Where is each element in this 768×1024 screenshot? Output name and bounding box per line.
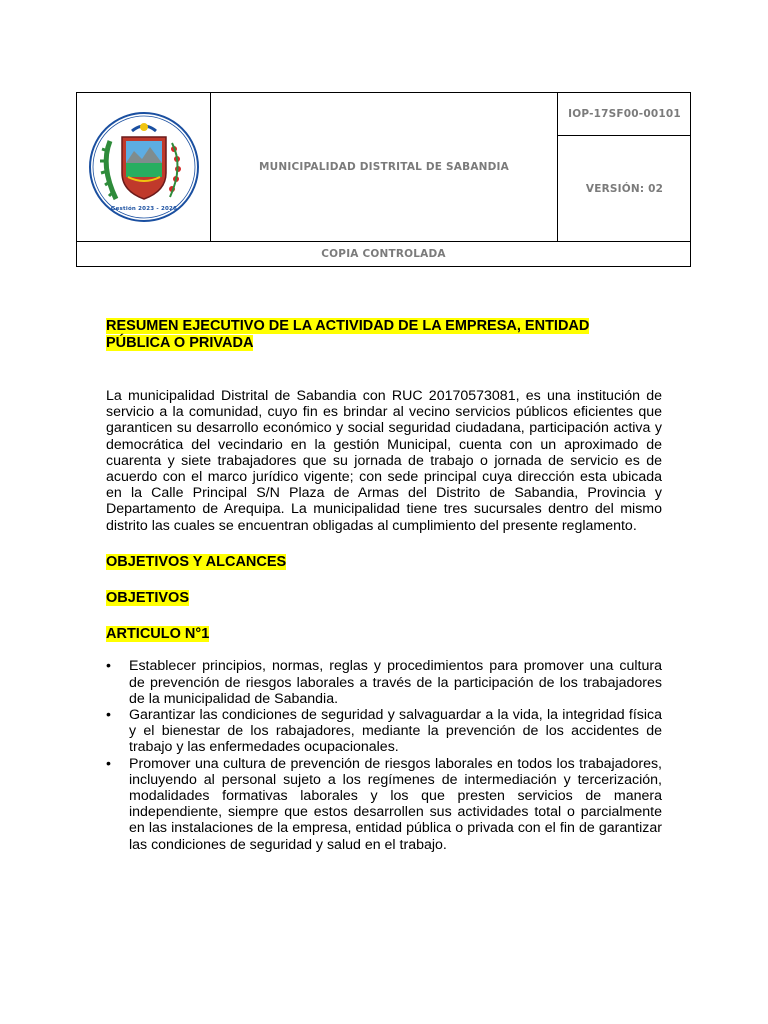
- header-title: MUNICIPALIDAD DISTRITAL DE SABANDIA: [211, 93, 558, 242]
- list-item: [106, 658, 662, 707]
- summary-heading: [106, 318, 662, 352]
- controlled-copy-label: COPIA CONTROLADA: [321, 248, 446, 260]
- logo-cell: [77, 93, 211, 242]
- list-item: [106, 707, 662, 756]
- document-code: IOP-17SF00-00101: [558, 93, 691, 136]
- bullet-icon: •: [106, 707, 111, 724]
- section-article-1: ARTICULO N°1: [106, 626, 210, 643]
- bullet-icon: •: [106, 755, 111, 772]
- bullet-icon: •: [106, 658, 111, 675]
- list-item-text: Garantizar las condiciones de seguridad y salvaguardar a la vida, la integridad física y el bienestar de los rabajadores, mediante la prevención de los accidentes de trabajo y las enfermedades ocupacionales.: [129, 707, 662, 756]
- document-header-table: [76, 92, 691, 267]
- summary-heading-line2: PÚBLICA O PRIVADA: [106, 335, 254, 351]
- section-objectives-scope: OBJETIVOS Y ALCANCES: [106, 553, 287, 570]
- summary-paragraph: La municipalidad Distrital de Sabandia con RUC 20170573081, es una institución de servicio a la comunidad, cuyo fin es brindar al vecino servicios públicos eficientes que garanticen su desarrollo económico y social seguridad ciudadana, participación activa y democrática del vecindario en la gestión Municipal, cuenta con un aproximado de cuarenta y siete trabajadores que su jornada de trabajo o jornada de servicio es de acuerdo con el marco jurídico vigente; con sede principal cuya dirección esta ubicada en la Calle Principal S/N Plaza de Armas del Distrito de Sabandia, Provincia y Departamento de Arequipa. La municipalidad tiene tres sucursales dentro del mismo distrito las cuales se encuentran obligadas al cumplimiento del presente reglamento.: [106, 388, 662, 534]
- objectives-list: [106, 658, 662, 852]
- svg-text:Gestión 2023 - 2026: Gestión 2023 - 2026: [110, 206, 177, 212]
- municipal-logo: [88, 111, 200, 223]
- document-version: VERSIÓN: 02: [558, 136, 691, 242]
- document-body: [106, 318, 662, 853]
- list-item: [106, 756, 662, 853]
- list-item-text: Establecer principios, normas, reglas y procedimientos para promover una cultura de prevención de riesgos laborales a través de la participación de los trabajadores de la municipalidad de Sabandia.: [129, 658, 662, 707]
- list-item-text: Promover una cultura de prevención de riesgos laborales en todos los trabajadores, incluyendo al personal sujeto a los regímenes de intermediación y tercerización, modalidades formativas laborales y los que presten servicios de manera independiente, siempre que estos desarrollen sus actividades total o parcialmente en las instalaciones de la empresa, entidad pública o privada con el fin de garantizar las condiciones de seguridad y salud en el trabajo.: [129, 755, 662, 853]
- section-objectives: OBJETIVOS: [106, 590, 189, 607]
- summary-heading-line1: RESUMEN EJECUTIVO DE LA ACTIVIDAD DE LA EMPRESA, ENTIDAD: [106, 318, 590, 334]
